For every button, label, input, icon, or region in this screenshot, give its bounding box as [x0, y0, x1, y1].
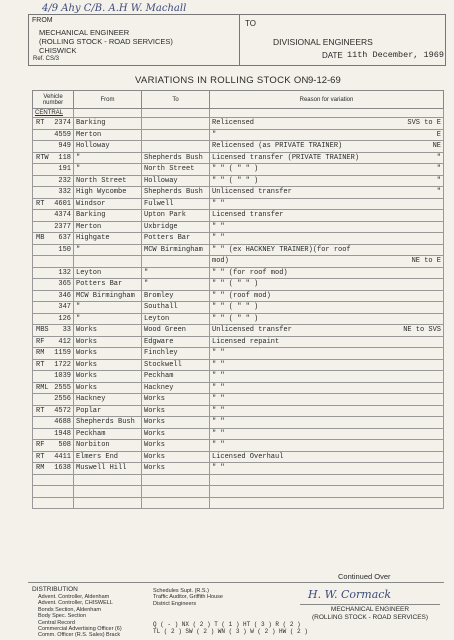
date-label: DATE — [322, 51, 343, 60]
from-cell: Works — [74, 382, 142, 394]
reason-cell — [210, 348, 444, 360]
vehicle-number: 4559 — [54, 130, 71, 139]
vehicle-number: 4688 — [54, 418, 71, 426]
vehicle-number-cell — [33, 486, 74, 498]
reason-cell — [210, 382, 444, 394]
reason-text: " " ( " " ) — [212, 303, 259, 311]
vehicle-number: 346 — [58, 291, 71, 300]
distribution-item: Advent. Controller, CHISWELL — [38, 600, 113, 607]
to-cell: Shepherds Bush — [142, 187, 210, 199]
table-row — [33, 233, 444, 245]
to-label: TO — [245, 19, 256, 28]
reason-cell — [210, 221, 444, 233]
vehicle-class: RTW — [36, 153, 49, 162]
vehicle-number-cell — [33, 175, 74, 187]
reason-cell — [210, 118, 444, 130]
vehicle-number: 332 — [58, 188, 71, 196]
vehicle-class: MB — [36, 234, 45, 242]
vehicle-number-cell — [33, 474, 74, 486]
header-box — [28, 14, 446, 66]
vehicle-class: MBS — [36, 326, 49, 334]
table-row — [33, 118, 444, 130]
from-cell: " — [74, 313, 142, 325]
date-value: 11th December, 1969 — [347, 50, 444, 60]
reason-cell — [210, 210, 444, 222]
vehicle-number-cell — [33, 279, 74, 291]
table-row — [33, 371, 444, 383]
from-cell — [74, 486, 142, 498]
from-cell: Works — [74, 325, 142, 337]
page-title: VARIATIONS IN ROLLING STOCK ON — [135, 75, 309, 86]
vehicle-number: 33 — [62, 326, 71, 334]
from-cell: Barking — [74, 210, 142, 222]
distribution-item: Commercial Advertising Officer (6) — [38, 626, 122, 633]
vehicle-number-cell — [33, 405, 74, 417]
vehicle-number-cell — [33, 141, 74, 153]
reason-cell — [210, 486, 444, 498]
vehicle-number: 2374 — [54, 119, 71, 127]
table-row — [33, 405, 444, 417]
distribution-label: DISTRIBUTION — [32, 586, 78, 593]
table-row — [33, 198, 444, 210]
reason-cell — [210, 290, 444, 302]
reason-cell — [210, 152, 444, 164]
code-line: Q ( - ) NX ( 2 ) T ( 1 ) HT ( 3 ) R ( 2 ) — [153, 621, 301, 628]
reason-cell — [210, 451, 444, 463]
vehicle-number: 118 — [58, 153, 71, 162]
from-cell: Merton — [74, 221, 142, 233]
reason-cell — [210, 440, 444, 452]
table-row — [33, 359, 444, 371]
table-row — [33, 290, 444, 302]
vehicle-number: 949 — [58, 142, 71, 150]
from-cell: High Wycombe — [74, 187, 142, 199]
to-cell: Bromley — [142, 290, 210, 302]
reason-cell — [210, 497, 444, 509]
footer-divider — [28, 582, 444, 583]
table-row — [33, 463, 444, 475]
reason-text: " " ( " " ) — [212, 314, 259, 323]
vehicle-class: RML — [36, 383, 49, 392]
vehicle-number-cell — [33, 152, 74, 164]
vehicle-number-cell — [33, 233, 74, 245]
reason-text: " " (ex HACKNEY TRAINER)(for roof — [212, 245, 351, 254]
schedule-item: Schedules Supt. (R.S.) — [153, 588, 209, 594]
distribution-list — [38, 594, 122, 639]
to-cell: Southall — [142, 302, 210, 314]
vehicle-number-cell — [33, 382, 74, 394]
reason-text: " " — [212, 406, 225, 415]
to-cell: Uxbridge — [142, 221, 210, 233]
reason-text: " " — [212, 464, 225, 472]
reason-cell — [210, 256, 444, 268]
from-cell: Merton — [74, 129, 142, 141]
distribution-item: Body Spec. Section — [38, 613, 87, 620]
reason-text: " " — [212, 234, 225, 242]
reason-text: " " (roof mod) — [212, 291, 271, 300]
from-cell: North Street — [74, 175, 142, 187]
to-cell — [142, 474, 210, 486]
title-date: 9-12-69 — [308, 75, 341, 86]
from-cell: Elmers End — [74, 451, 142, 463]
reason-suffix: E — [436, 130, 441, 139]
to-cell: Works — [142, 394, 210, 406]
from-line-3: CHISWICK — [39, 46, 77, 55]
vehicle-class: RF — [36, 337, 45, 346]
to-cell: Holloway — [142, 175, 210, 187]
reason-text: Licensed transfer (PRIVATE TRAINER) — [212, 153, 360, 162]
to-cell — [142, 118, 210, 130]
to-cell: Upton Park — [142, 210, 210, 222]
vehicle-number-cell — [33, 451, 74, 463]
vehicle-class: RM — [36, 464, 45, 472]
reason-suffix: NE to SVS — [403, 326, 441, 334]
reason-cell — [210, 198, 444, 210]
to-cell — [142, 486, 210, 498]
to-cell: Edgware — [142, 336, 210, 348]
vehicle-number: 1039 — [54, 372, 71, 380]
distribution-item: Bonds Section, Aldenham — [38, 606, 101, 613]
to-cell — [142, 497, 210, 509]
table-row — [33, 152, 444, 164]
schedule-list — [153, 588, 223, 607]
to-cell: Fulwell — [142, 198, 210, 210]
reason-cell — [210, 141, 444, 153]
table-row — [33, 417, 444, 429]
reason-cell — [210, 359, 444, 371]
reason-text: " " — [212, 395, 225, 403]
reason-text: Unlicensed transfer — [212, 188, 292, 196]
vehicle-number: 4411 — [54, 452, 71, 461]
from-cell: " — [74, 152, 142, 164]
reason-text: Licensed Overhaul — [212, 452, 284, 461]
table-row — [33, 382, 444, 394]
reason-cell — [210, 233, 444, 245]
to-cell: Hackney — [142, 382, 210, 394]
col-header-vehicle: Vehicle number — [33, 91, 74, 109]
from-cell: Norbiton — [74, 440, 142, 452]
to-cell — [142, 129, 210, 141]
vehicle-number-cell — [33, 371, 74, 383]
reason-cell — [210, 164, 444, 176]
reason-text: " " ( " " ) — [212, 280, 259, 288]
vehicle-number: 412 — [58, 337, 71, 346]
signature-line — [300, 604, 440, 605]
table-row — [33, 256, 444, 268]
reason-text: " " — [212, 349, 225, 357]
vehicle-number: 126 — [58, 314, 71, 323]
vehicle-number-cell — [33, 210, 74, 222]
table-row — [33, 187, 444, 199]
from-cell: " — [74, 244, 142, 256]
reason-text: Licensed repaint — [212, 337, 280, 346]
from-label: FROM — [32, 17, 53, 24]
reason-cell — [210, 129, 444, 141]
to-cell: Leyton — [142, 313, 210, 325]
table-row — [33, 221, 444, 233]
reason-cell — [210, 371, 444, 383]
reason-text: " " ( " " ) — [212, 165, 259, 173]
from-cell: Poplar — [74, 405, 142, 417]
vehicle-number: 4601 — [54, 199, 71, 208]
reason-suffix: " — [436, 165, 441, 173]
vehicle-number: 347 — [58, 303, 71, 311]
from-line-1: MECHANICAL ENGINEER — [39, 28, 130, 37]
reason-text: " " ( " " ) — [212, 176, 259, 185]
vehicle-class: RT — [36, 199, 45, 208]
reason-cell — [210, 417, 444, 429]
col-header-to: To — [142, 91, 210, 109]
to-value: DIVISIONAL ENGINEERS — [273, 37, 373, 47]
vehicle-number: 4572 — [54, 406, 71, 415]
reason-cell — [210, 267, 444, 279]
table-row — [33, 141, 444, 153]
reason-text: " " — [212, 222, 225, 231]
table-row — [33, 497, 444, 509]
from-cell: Potters Bar — [74, 279, 142, 291]
vehicle-number-cell — [33, 348, 74, 360]
reason-text: Unlicensed transfer — [212, 326, 292, 334]
reason-text: " " — [212, 372, 225, 380]
from-cell: Holloway — [74, 141, 142, 153]
to-cell: Finchley — [142, 348, 210, 360]
reason-text: " " — [212, 418, 225, 426]
table-header-row — [33, 91, 444, 109]
from-cell: Works — [74, 371, 142, 383]
vehicle-number-cell — [33, 129, 74, 141]
vehicle-number: 1159 — [54, 349, 71, 357]
to-cell: Works — [142, 405, 210, 417]
reason-cell — [210, 463, 444, 475]
table-row — [33, 210, 444, 222]
vehicle-number-cell — [33, 463, 74, 475]
reason-text: Relicensed — [212, 119, 255, 127]
vehicle-number-cell — [33, 440, 74, 452]
from-cell: " — [74, 302, 142, 314]
to-cell: " — [142, 267, 210, 279]
reason-suffix: NE — [432, 142, 441, 150]
vehicle-number-cell — [33, 164, 74, 176]
reason-suffix: " — [436, 153, 441, 162]
distribution-item: Advent. Controller, Aldenham — [38, 594, 110, 600]
table-row — [33, 129, 444, 141]
from-cell: Shepherds Bush — [74, 417, 142, 429]
vehicle-number: 2377 — [54, 222, 71, 231]
reason-text: Relicensed (as PRIVATE TRAINER) — [212, 142, 343, 150]
schedule-item: Traffic Auditor, Griffith House — [153, 594, 223, 601]
reason-text: " " — [212, 383, 225, 392]
reason-cell — [210, 302, 444, 314]
to-cell — [142, 256, 210, 268]
vehicle-number-cell — [33, 256, 74, 268]
col-header-reason: Reason for variation — [210, 91, 444, 109]
from-cell — [74, 256, 142, 268]
reason-suffix: NE to E — [411, 257, 441, 265]
reason-cell — [210, 175, 444, 187]
vehicle-number: 508 — [58, 441, 71, 449]
district-codes — [153, 621, 308, 635]
continued-note: Continued Over — [338, 572, 391, 581]
vehicle-number: 1638 — [54, 464, 71, 472]
from-cell: " — [74, 164, 142, 176]
reason-cell — [210, 325, 444, 337]
vehicle-number: 365 — [58, 280, 71, 288]
reason-cell — [210, 336, 444, 348]
vehicle-number: 4374 — [54, 211, 71, 219]
reason-text: Licensed transfer — [212, 211, 284, 219]
vehicle-number-cell — [33, 187, 74, 199]
to-cell: Stockwell — [142, 359, 210, 371]
reason-cell — [210, 474, 444, 486]
table-row — [33, 313, 444, 325]
reason-suffix: " — [436, 188, 441, 196]
to-cell: Works — [142, 417, 210, 429]
reason-text: " " — [212, 360, 225, 369]
vehicle-class: RF — [36, 441, 45, 449]
table-row — [33, 348, 444, 360]
from-line-2: (ROLLING STOCK - ROAD SERVICES) — [39, 37, 173, 46]
from-cell: Barking — [74, 118, 142, 130]
vehicle-number: 2555 — [54, 383, 71, 392]
from-cell: Works — [74, 348, 142, 360]
from-cell: Works — [74, 359, 142, 371]
table-row — [33, 175, 444, 187]
table-row — [33, 474, 444, 486]
table-row — [33, 244, 444, 256]
vehicle-number: 637 — [58, 234, 71, 242]
table-row — [33, 428, 444, 440]
vehicle-class: RT — [36, 452, 45, 461]
signatory-line-2: (ROLLING STOCK - ROAD SERVICES) — [311, 614, 429, 621]
table-row — [33, 486, 444, 498]
from-box — [29, 15, 240, 65]
from-cell — [74, 474, 142, 486]
vehicle-number-cell — [33, 417, 74, 429]
table-row — [33, 451, 444, 463]
vehicle-number-cell — [33, 198, 74, 210]
schedule-item: District Engineers — [153, 600, 197, 607]
reason-suffix: SVS to E — [407, 119, 441, 127]
vehicle-number: 1722 — [54, 360, 71, 369]
variations-table — [32, 90, 444, 509]
reason-cell — [210, 394, 444, 406]
code-line: TL ( 2 ) SW ( 2 ) WN ( 3 ) W ( 2 ) HW ( 2 ) — [153, 628, 308, 635]
reason-text: " " — [212, 441, 225, 449]
signature: H. W. Cormack — [308, 588, 392, 601]
to-cell: " — [142, 279, 210, 291]
vehicle-number-cell — [33, 497, 74, 509]
from-cell: Peckham — [74, 428, 142, 440]
vehicle-number: 1948 — [54, 429, 71, 438]
from-cell: MCW Birmingham — [74, 290, 142, 302]
reason-text: " " — [212, 429, 225, 438]
signatory-title — [300, 606, 440, 622]
to-cell — [142, 141, 210, 153]
from-cell: Windsor — [74, 198, 142, 210]
from-cell: Leyton — [74, 267, 142, 279]
vehicle-number-cell — [33, 267, 74, 279]
table-row — [33, 394, 444, 406]
to-cell: Works — [142, 440, 210, 452]
reason-text: " — [212, 130, 217, 139]
distribution-item: Central Record — [38, 619, 75, 626]
to-cell: MCW Birmingham — [142, 244, 210, 256]
to-cell: Wood Green — [142, 325, 210, 337]
reason-text: " " — [212, 199, 225, 208]
vehicle-number-cell — [33, 302, 74, 314]
vehicle-number-cell — [33, 394, 74, 406]
to-cell: Works — [142, 428, 210, 440]
to-cell: North Street — [142, 164, 210, 176]
vehicle-number: 191 — [58, 165, 71, 173]
from-cell: Hackney — [74, 394, 142, 406]
col-header-from: From — [74, 91, 142, 109]
vehicle-class: RM — [36, 349, 45, 357]
distribution-item: Comm. Officer (R.S. Sales) Brack — [38, 632, 121, 639]
table-row — [33, 440, 444, 452]
reason-text: mod) — [212, 257, 229, 265]
table-row — [33, 325, 444, 337]
vehicle-number-cell — [33, 428, 74, 440]
reason-cell — [210, 313, 444, 325]
reason-cell — [210, 244, 444, 256]
reason-cell — [210, 428, 444, 440]
section-label: CENTRAL — [33, 109, 74, 118]
vehicle-number-cell — [33, 221, 74, 233]
vehicle-class: RT — [36, 406, 45, 415]
from-cell: Muswell Hill — [74, 463, 142, 475]
reason-text: " " (for roof mod) — [212, 268, 288, 277]
vehicle-number-cell — [33, 313, 74, 325]
to-cell: Peckham — [142, 371, 210, 383]
to-cell: Works — [142, 463, 210, 475]
vehicle-number: 2556 — [54, 395, 71, 403]
vehicle-number-cell — [33, 290, 74, 302]
vehicle-number: 132 — [58, 268, 71, 277]
vehicle-number-cell — [33, 118, 74, 130]
vehicle-number: 150 — [58, 245, 71, 254]
reference: Ref. CS/3 — [33, 56, 60, 62]
reason-cell — [210, 405, 444, 417]
table-row — [33, 164, 444, 176]
handwritten-note: 4/9 Ahy C/B. A.H W. Machall — [42, 3, 187, 14]
table-row — [33, 302, 444, 314]
table-row — [33, 279, 444, 291]
to-cell: Potters Bar — [142, 233, 210, 245]
table-row — [33, 336, 444, 348]
section-row — [33, 109, 444, 118]
vehicle-number-cell — [33, 336, 74, 348]
vehicle-number: 232 — [58, 176, 71, 185]
vehicle-number-cell — [33, 325, 74, 337]
reason-cell — [210, 187, 444, 199]
vehicle-class: RT — [36, 360, 45, 369]
from-cell — [74, 497, 142, 509]
to-cell: Works — [142, 451, 210, 463]
from-cell: Works — [74, 336, 142, 348]
reason-cell — [210, 279, 444, 291]
vehicle-number-cell — [33, 359, 74, 371]
reason-suffix: " — [436, 176, 441, 185]
vehicle-class: RT — [36, 119, 45, 127]
to-cell: Shepherds Bush — [142, 152, 210, 164]
vehicle-number-cell — [33, 244, 74, 256]
from-cell: Highgate — [74, 233, 142, 245]
signatory-line-1: MECHANICAL ENGINEER — [330, 606, 410, 613]
table-row — [33, 267, 444, 279]
